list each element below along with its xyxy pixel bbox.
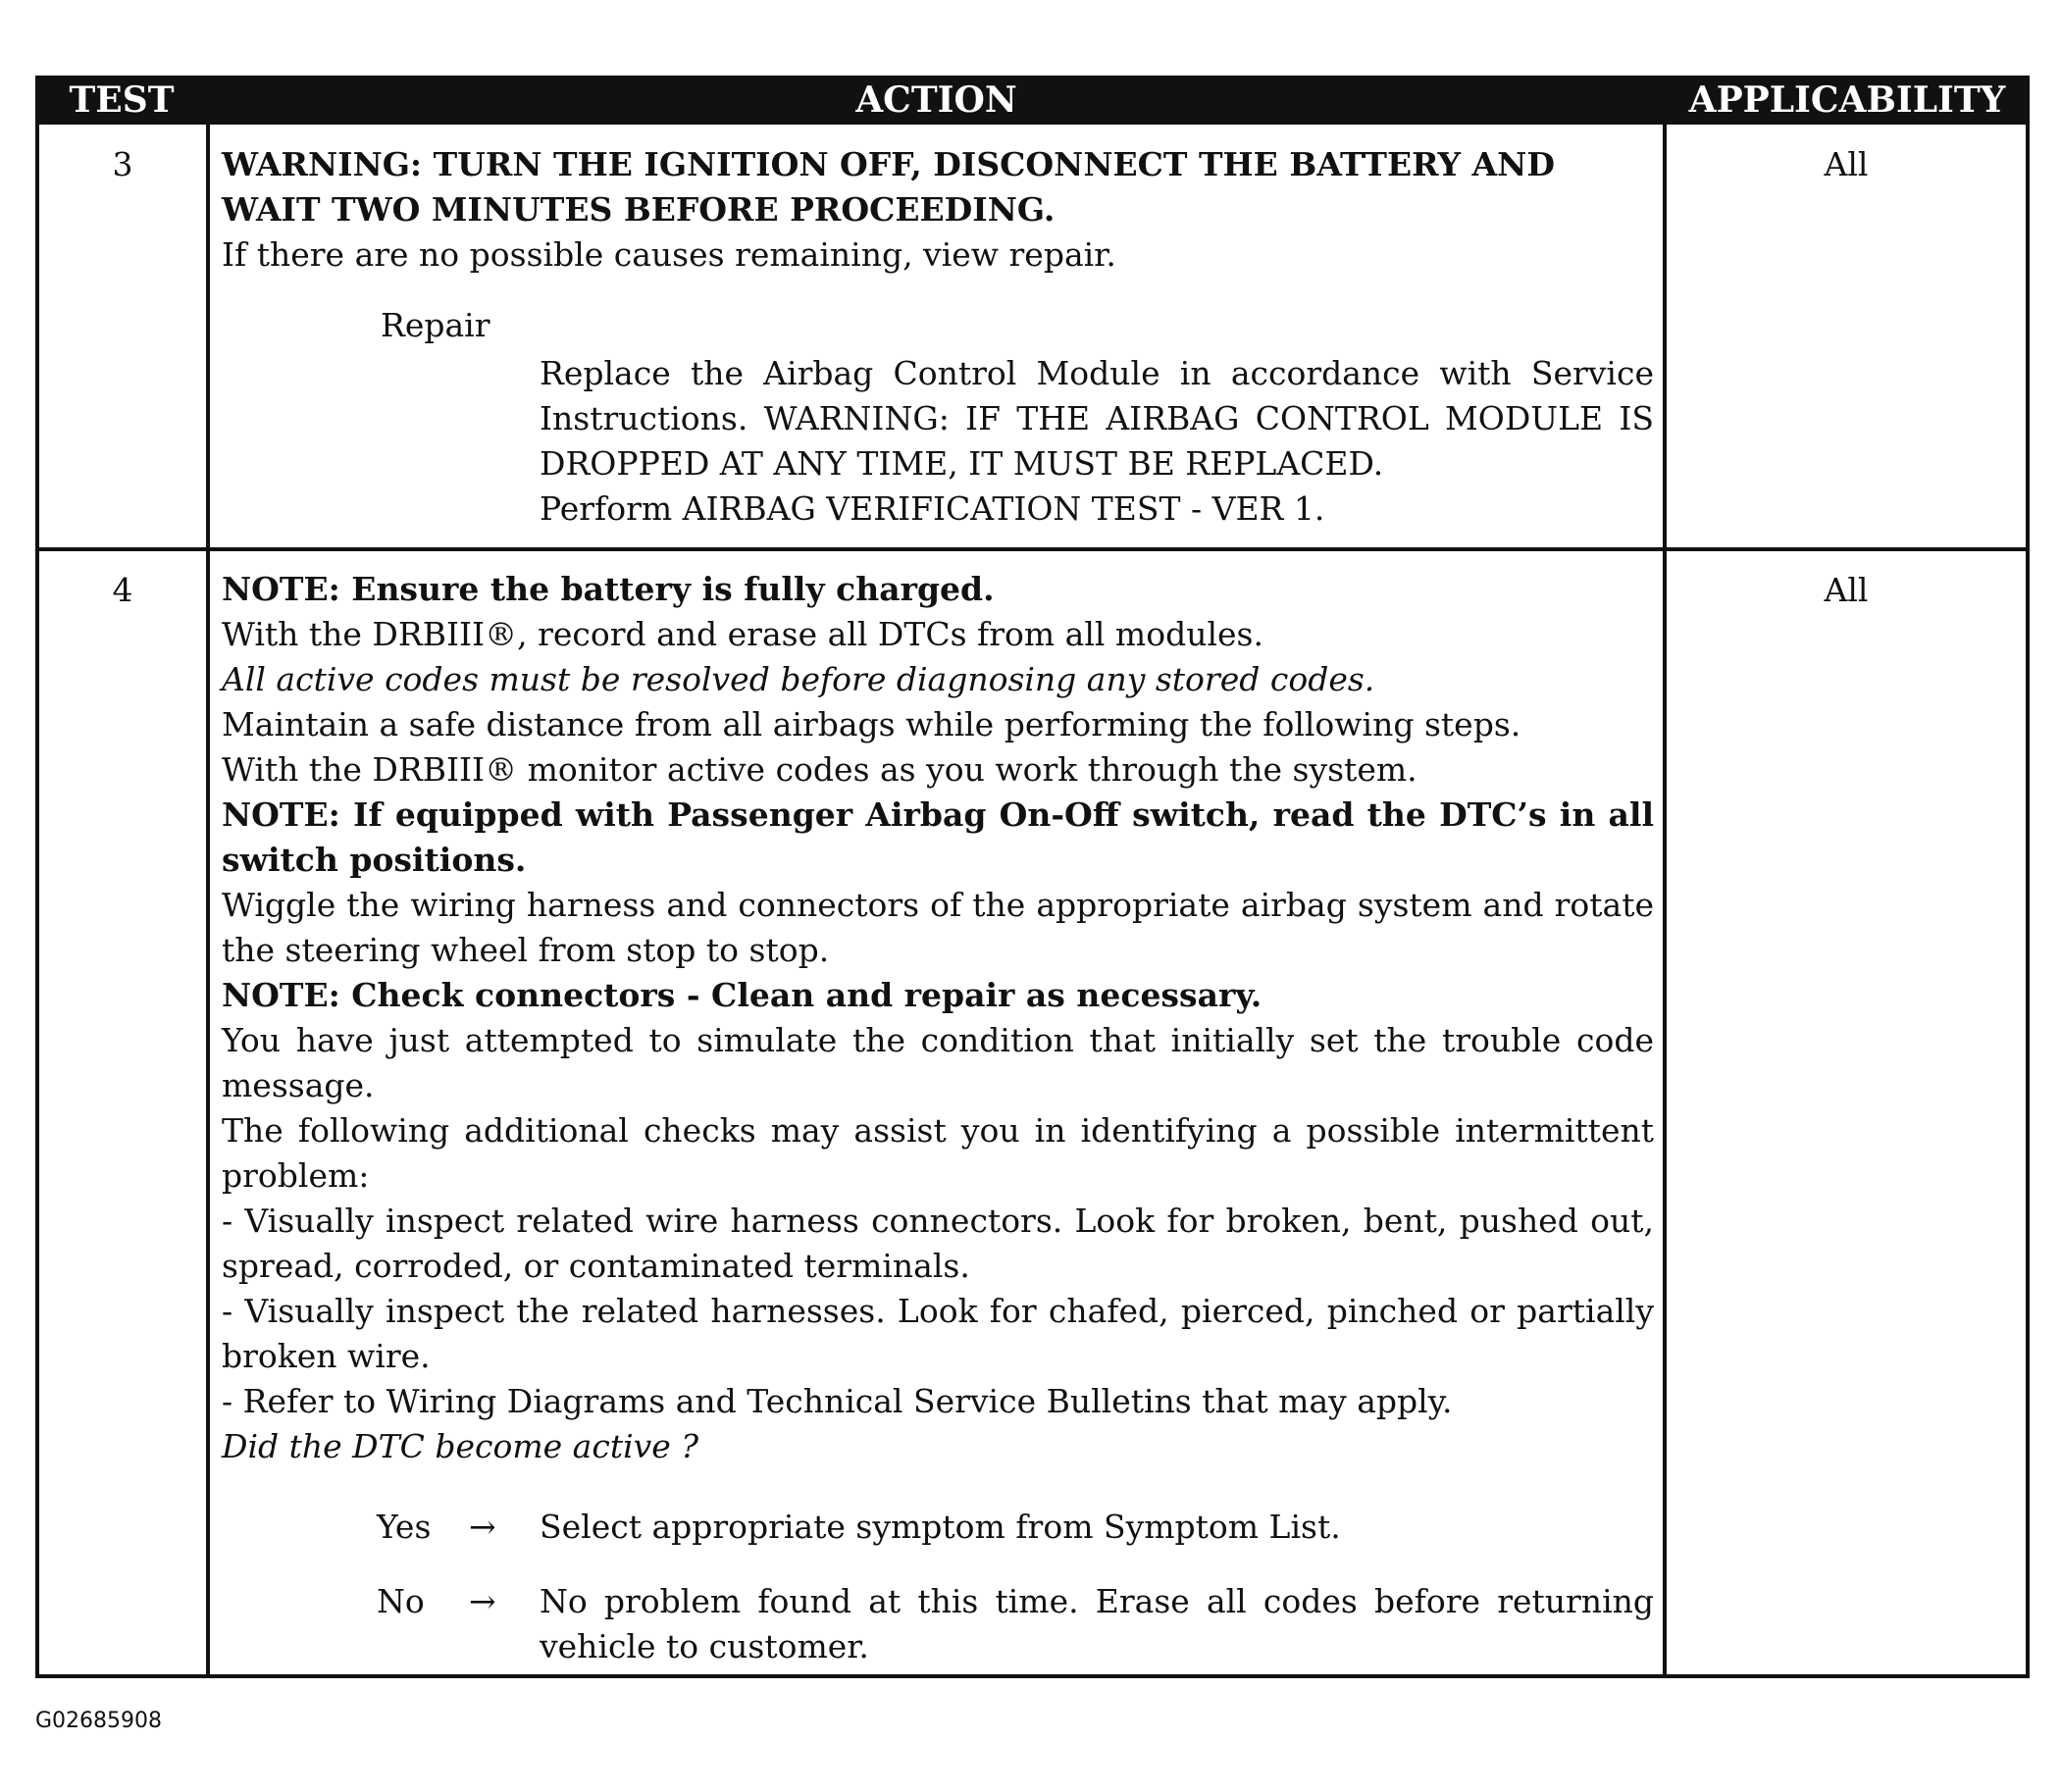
right-arrow-icon: → (469, 1582, 496, 1620)
row4-applicability: All (1824, 571, 1869, 609)
answer-yes-text: Select appropriate symptom from Symptom List. (540, 1508, 1341, 1546)
row4-line: Wiggle the wiring harness and connectors of the appropriate airbag system and rotate the steering wheel from stop to stop. (222, 886, 1654, 969)
row3-applicability: All (1824, 145, 1869, 183)
figure-id: G02685908 (35, 1709, 163, 1733)
row3-action (222, 142, 1654, 278)
header-applicability: APPLICABILITY (1688, 79, 2006, 121)
header-test: TEST (69, 79, 175, 121)
row4-line: - Refer to Wiring Diagrams and Technical Service Bulletins that may apply. (222, 1382, 1453, 1420)
row3-repair-line: Replace the Airbag Control Module in accordance with Service Instructions. WARNING: IF THE AIRBAG CONTROL MODULE IS DROPPED AT ANY TIME, IT MUST BE REPLACED. (540, 354, 1654, 483)
answer-no-label: No (377, 1582, 425, 1620)
row3-test-number: 3 (112, 145, 133, 183)
row3-repair-line: Perform AIRBAG VERIFICATION TEST - VER 1. (540, 489, 1325, 528)
header-action: ACTION (855, 79, 1017, 121)
row4-test-number: 4 (112, 571, 133, 609)
row-divider (35, 547, 2030, 551)
answer-no-text: No problem found at this time. Erase all codes before returning vehicle to customer. (540, 1582, 1654, 1665)
row3-repair-label: Repair (381, 306, 490, 344)
row4-note: NOTE: Ensure the battery is fully charged. (222, 570, 995, 608)
row4-line: The following additional checks may assist you in identifying a possible intermittent problem: (222, 1111, 1654, 1195)
row4-line: Maintain a safe distance from all airbags while performing the following steps. (222, 705, 1521, 743)
row4-question: Did the DTC become active ? (222, 1427, 699, 1465)
row4-line: - Visually inspect the related harnesses. Look for chafed, pierced, pinched or partially broken wire. (222, 1292, 1654, 1375)
row4-note: NOTE: If equipped with Passenger Airbag On-Off switch, read the DTC’s in all switch positions. (222, 795, 1654, 879)
answer-yes-label: Yes (377, 1508, 432, 1546)
column-divider-applicability (1663, 125, 1667, 1678)
row3-repair-text (540, 351, 1654, 532)
row4-line: - Visually inspect related wire harness connectors. Look for broken, bent, pushed out, spread, corroded, or contaminated terminals. (222, 1202, 1654, 1285)
row4-action (222, 567, 1654, 1469)
right-arrow-icon: → (469, 1508, 496, 1546)
column-divider-test (206, 125, 210, 1678)
row4-line: With the DRBIII® monitor active codes as you work through the system. (222, 750, 1417, 789)
table-header (35, 76, 2030, 125)
row3-warning: WARNING: TURN THE IGNITION OFF, DISCONNECT THE BATTERY AND WAIT TWO MINUTES BEFORE PROCEEDING. (222, 145, 1555, 229)
row4-line: You have just attempted to simulate the condition that initially set the trouble code message. (222, 1021, 1654, 1104)
row4-note: NOTE: Check connectors - Clean and repair as necessary. (222, 976, 1262, 1014)
row3-text: If there are no possible causes remaining, view repair. (222, 235, 1116, 274)
row4-line: With the DRBIII®, record and erase all DTCs from all modules. (222, 615, 1263, 653)
row4-line: All active codes must be resolved before diagnosing any stored codes. (222, 660, 1375, 698)
